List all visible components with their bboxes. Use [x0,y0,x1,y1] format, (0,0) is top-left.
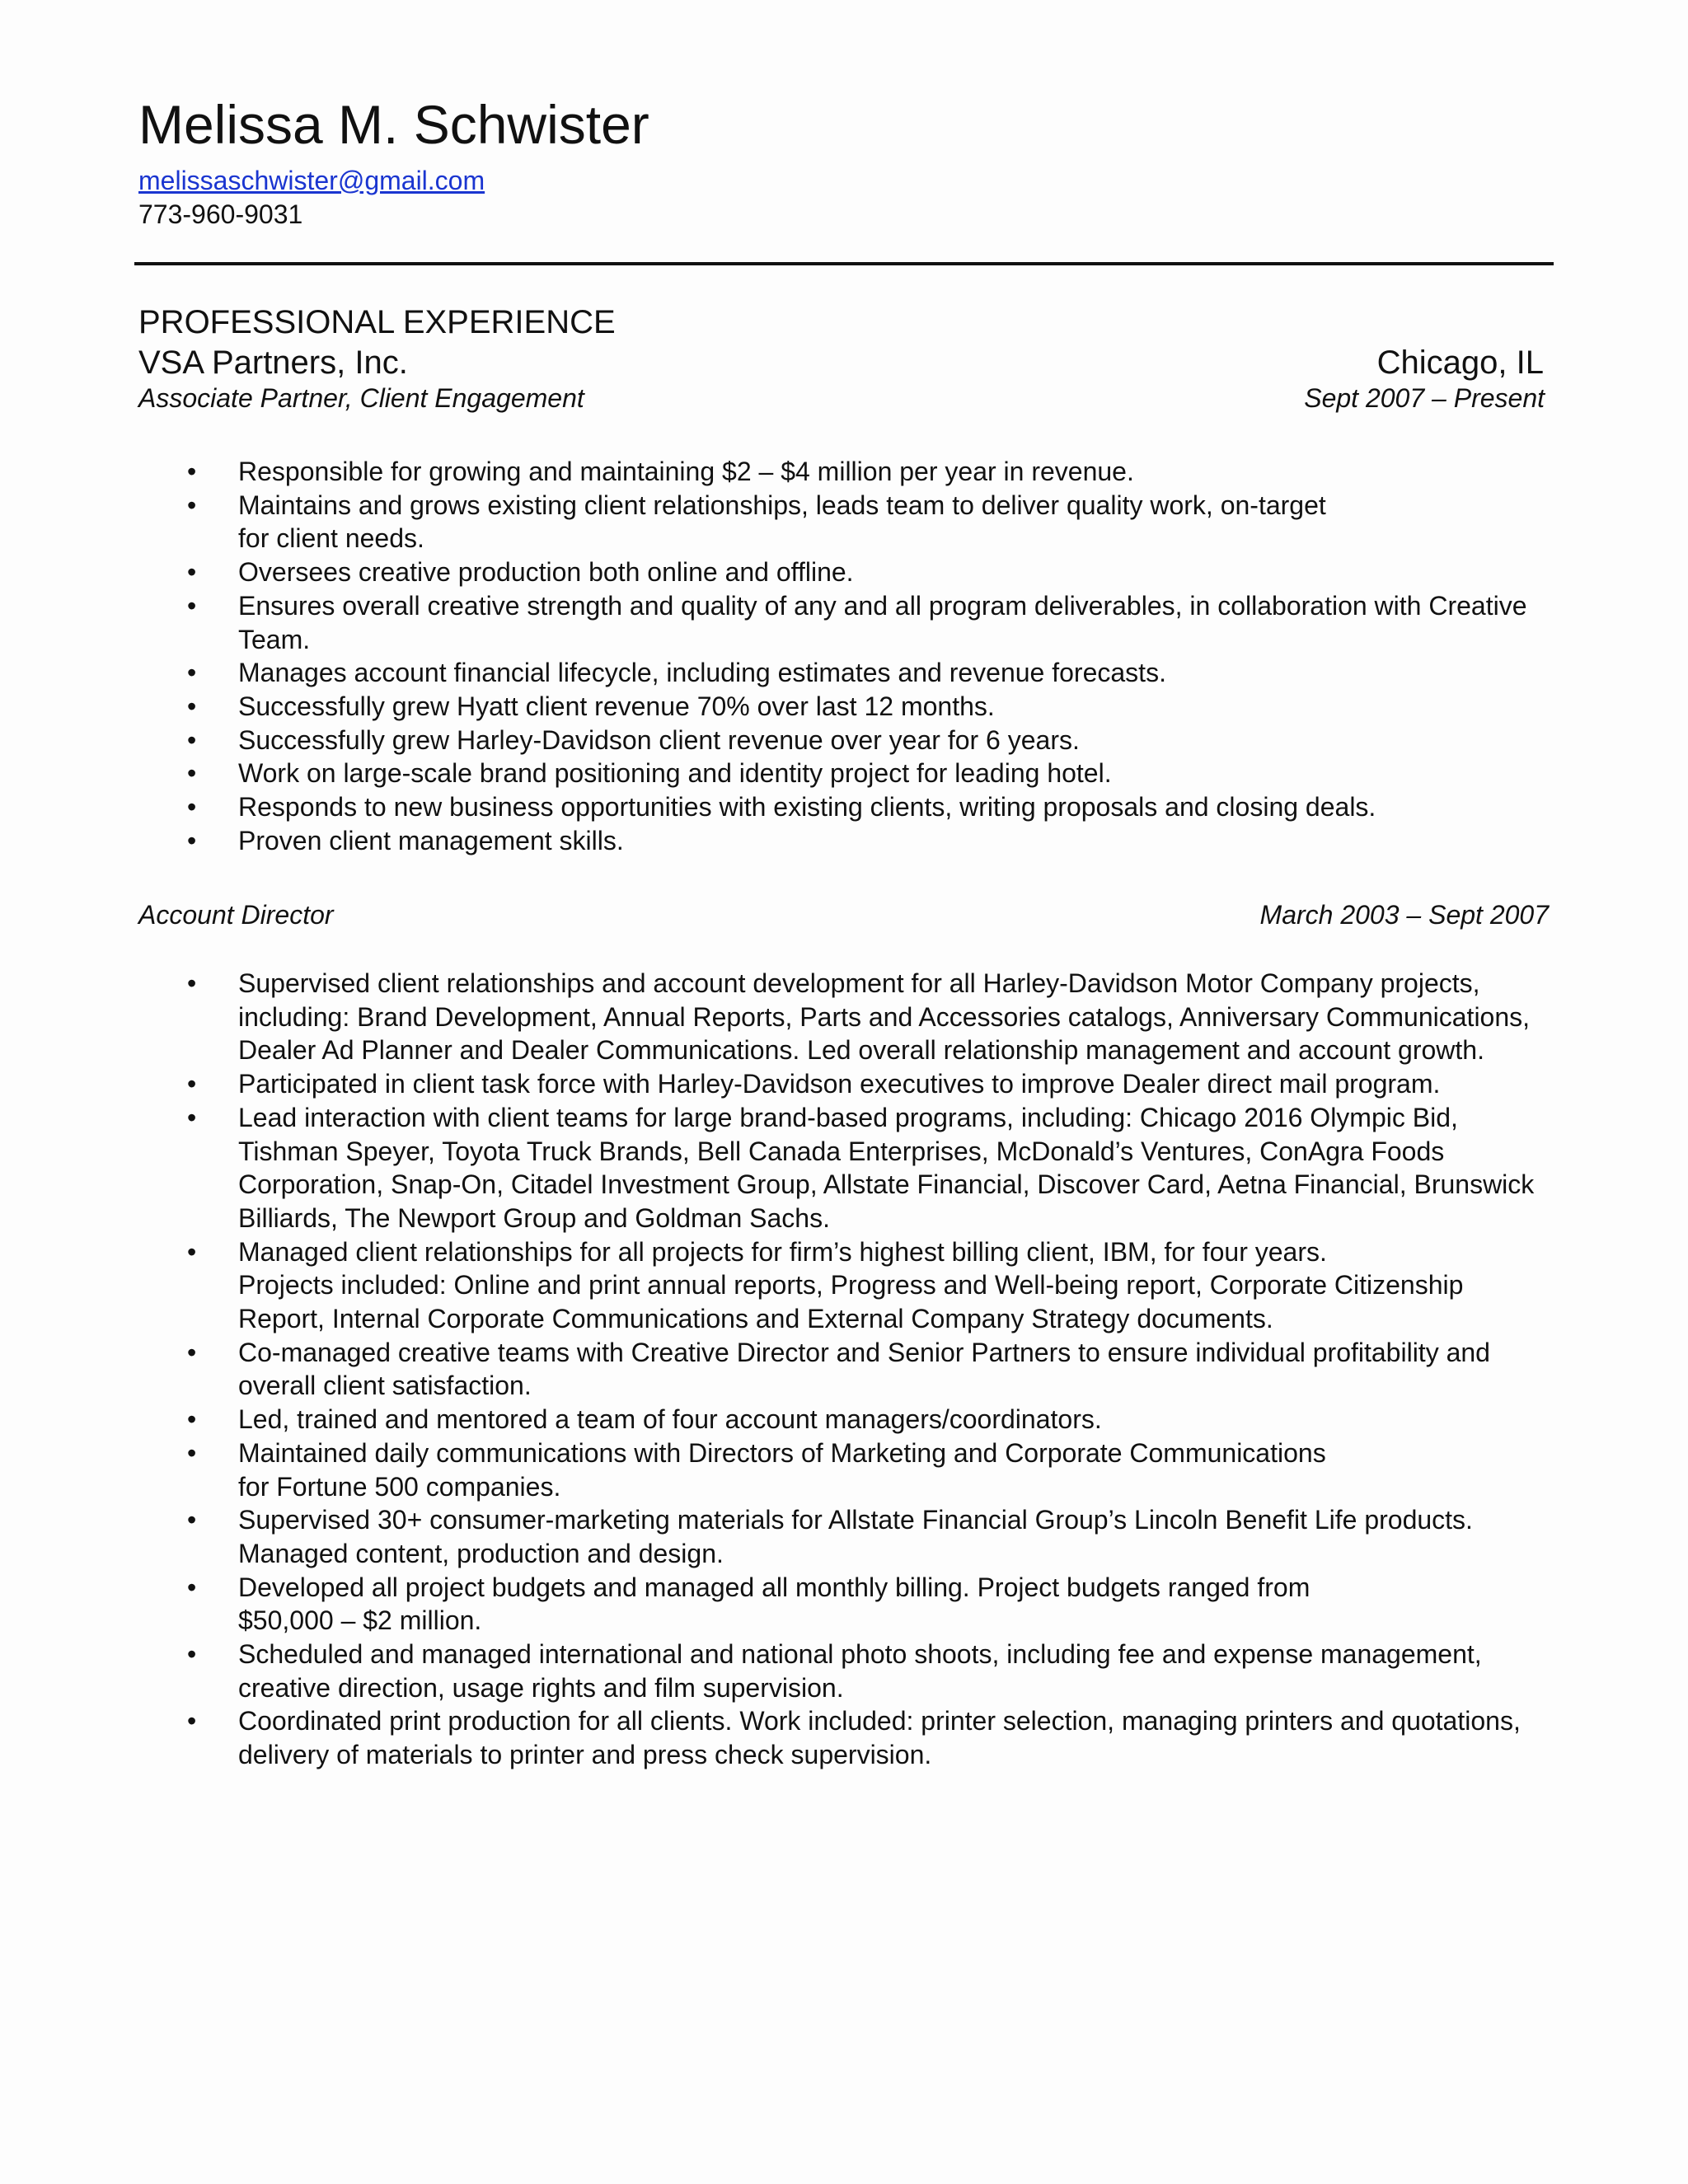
bullet-marker: • [187,691,197,721]
role-dates: March 2003 – Sept 2007 [1259,900,1549,930]
bullet-marker: • [187,1069,197,1099]
bullet-item [0,724,1557,757]
bullet-item [0,690,1557,724]
bullet-item [0,824,1557,858]
bullet-text: Responsible for growing and maintaining $2 – $4 million per year in revenue. [238,457,1134,486]
bullet-text: Supervised client relationships and account development for all Harley-Davidson Motor Company projects, including: Brand Development, Annual Reports, Parts and Accessories catalogs, Anniversary Communications, Dealer Ad Planner and Dealer Communications. Led overall relationship management and account growth. [238,968,1531,1066]
bullet-item [0,790,1557,824]
bullet-text: Successfully grew Hyatt client revenue 70% over last 12 months. [238,691,995,721]
bullet-text: Maintained daily communications with Directors of Marketing and Corporate Communications for Fortune 500 companies. [238,1437,1326,1502]
bullet-marker: • [187,658,197,688]
role-dates: Sept 2007 – Present [1304,383,1545,413]
bullet-text: Maintains and grows existing client relationships, leads team to deliver quality work, on-target for client needs. [238,490,1326,554]
bullet-marker: • [187,825,197,855]
bullet-marker: • [187,724,197,755]
bullet-marker: • [187,1505,197,1535]
company-location: Chicago, IL [1376,344,1544,381]
bullet-item [0,1503,1557,1570]
bullet-text: Led, trained and mentored a team of four account managers/coordinators. [238,1404,1102,1435]
bullet-text: Developed all project budgets and managed all monthly billing. Project budgets ranged from $50,000 – $2 million. [238,1572,1311,1636]
company-name: VSA Partners, Inc. [138,344,408,381]
bullet-item [0,1101,1557,1235]
bullet-text: Supervised 30+ consumer-marketing materials for Allstate Financial Group’s Lincoln Benefit Life products. Managed content, production and design. [238,1505,1473,1568]
bullet-item [0,1336,1557,1403]
bullet-text: Coordinated print production for all clients. Work included: printer selection, managing printers and quotations, delivery of materials to printer and press check supervision. [238,1706,1521,1770]
bullet-text: Proven client management skills. [238,825,624,855]
bullet-marker: • [187,1102,197,1132]
bullet-marker: • [187,590,197,621]
bullet-item [0,1704,1557,1771]
section-title: PROFESSIONAL EXPERIENCE [138,304,616,340]
bullet-text: Successfully grew Harley-Davidson client revenue over year for 6 years. [238,724,1080,755]
bullet-text: Scheduled and managed international and national photo shoots, including fee and expense management, creative direction, usage rights and film supervision. [238,1639,1482,1703]
bullet-marker: • [187,1639,197,1670]
bullet-text: Ensures overall creative strength and quality of any and all program deliverables, in collaboration with Creative Team. [238,590,1527,654]
bullet-item [0,1067,1557,1101]
bullet-item [0,1235,1557,1336]
bullet-item [0,489,1557,555]
phone-number: 773-960-9031 [138,199,303,229]
bullet-text: Work on large-scale brand positioning and identity project for leading hotel. [238,758,1112,789]
bullet-text: Lead interaction with client teams for large brand-based programs, including: Chicago 2016 Olympic Bid, Tishman Speyer, Toyota Truck Brands, Bell Canada Enterprises, McDonald’s Ventures, ConAgra Foods Corporation, Snap-On, Citadel Investment Group, Allstate Financial, Discover Card, Aetna Financial, Brunswick Billiards, The Newport Group and Goldman Sachs. [238,1102,1535,1233]
bullet-marker: • [187,557,197,588]
bullet-marker: • [187,490,197,520]
email-link[interactable]: melissaschwister@gmail.com [138,166,485,195]
bullet-text: Oversees creative production both online and offline. [238,557,854,588]
bullet-text: Responds to new business opportunities with existing clients, writing proposals and closing deals. [238,792,1376,823]
role-bullets [0,455,1688,857]
bullet-marker: • [187,758,197,789]
candidate-name: Melissa M. Schwister [138,94,649,155]
bullet-item [0,1571,1557,1638]
bullet-item [0,656,1557,690]
bullet-marker: • [187,1437,197,1468]
role-title: Associate Partner, Client Engagement [138,383,584,413]
bullet-item [0,1403,1557,1436]
bullet-marker: • [187,457,197,486]
bullet-marker: • [187,792,197,823]
role-title: Account Director [138,900,334,930]
bullet-item [0,455,1557,489]
header-divider [134,262,1554,265]
role-bullets [0,967,1688,1772]
bullet-item [0,589,1557,656]
bullet-item [0,967,1557,1067]
bullet-marker: • [187,1572,197,1602]
bullet-marker: • [187,1337,197,1367]
bullet-marker: • [187,1404,197,1435]
bullet-text: Co-managed creative teams with Creative Director and Senior Partners to ensure individual profitability and overall client satisfaction. [238,1337,1490,1401]
bullet-text: Managed client relationships for all projects for firm’s highest billing client, IBM, for four years. Projects included: Online and print annual reports, Progress and Well-being report, Corporate Citizenship Report, Internal Corporate Communications and External Company Strategy documents. [238,1236,1464,1334]
bullet-text: Participated in client task force with Harley-Davidson executives to improve Dealer direct mail program. [238,1069,1441,1099]
bullet-item [0,1638,1557,1704]
bullet-item [0,757,1557,790]
bullet-text: Manages account financial lifecycle, including estimates and revenue forecasts. [238,658,1166,688]
bullet-marker: • [187,968,197,998]
bullet-marker: • [187,1236,197,1267]
bullet-item [0,1436,1557,1503]
bullet-marker: • [187,1706,197,1736]
bullet-item [0,555,1557,589]
